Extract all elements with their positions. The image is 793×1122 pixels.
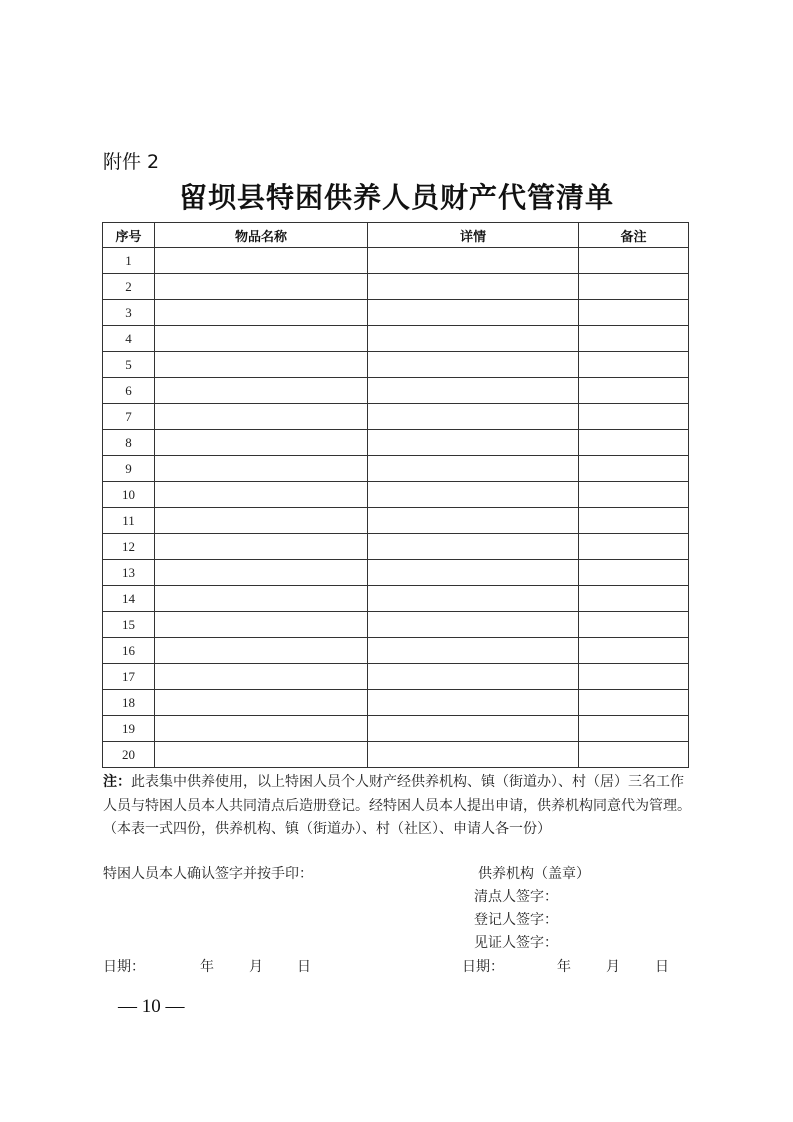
table-row: [103, 560, 689, 586]
table-row: [103, 716, 689, 742]
item-name-cell: [155, 586, 368, 612]
note: [103, 771, 693, 842]
remarks-cell: [579, 482, 689, 508]
table-row: [103, 690, 689, 716]
table-row: [103, 300, 689, 326]
row-number: 19: [103, 716, 155, 742]
remarks-cell: [579, 716, 689, 742]
date-right-month: 月: [606, 959, 620, 975]
item-name-cell: [155, 482, 368, 508]
remarks-cell: [579, 560, 689, 586]
details-cell: [368, 456, 579, 482]
item-name-cell: [155, 742, 368, 768]
row-number: 15: [103, 612, 155, 638]
details-cell: [368, 638, 579, 664]
property-table: [102, 222, 689, 768]
details-cell: [368, 560, 579, 586]
table-row: [103, 534, 689, 560]
row-number: 10: [103, 482, 155, 508]
page-number: — 10 —: [118, 996, 185, 1017]
item-name-cell: [155, 716, 368, 742]
remarks-cell: [579, 586, 689, 612]
row-number: 20: [103, 742, 155, 768]
details-cell: [368, 248, 579, 274]
remarks-cell: [579, 508, 689, 534]
details-cell: [368, 274, 579, 300]
table-row: [103, 586, 689, 612]
table-row: [103, 352, 689, 378]
details-cell: [368, 612, 579, 638]
table-row: [103, 378, 689, 404]
item-name-cell: [155, 664, 368, 690]
details-cell: [368, 352, 579, 378]
date-left-label: 日期：: [103, 959, 145, 975]
item-name-cell: [155, 612, 368, 638]
date-left-year: 年: [200, 959, 214, 975]
details-cell: [368, 430, 579, 456]
details-cell: [368, 326, 579, 352]
table-row: [103, 742, 689, 768]
details-cell: [368, 300, 579, 326]
remarks-cell: [579, 326, 689, 352]
row-number: 2: [103, 274, 155, 300]
remarks-cell: [579, 612, 689, 638]
row-number: 6: [103, 378, 155, 404]
row-number: 5: [103, 352, 155, 378]
row-number: 4: [103, 326, 155, 352]
item-name-cell: [155, 638, 368, 664]
item-name-cell: [155, 560, 368, 586]
details-cell: [368, 404, 579, 430]
item-name-cell: [155, 534, 368, 560]
table-row: [103, 638, 689, 664]
item-name-cell: [155, 430, 368, 456]
remarks-cell: [579, 352, 689, 378]
details-cell: [368, 482, 579, 508]
note-label: 注：: [103, 774, 131, 790]
details-cell: [368, 690, 579, 716]
remarks-cell: [579, 378, 689, 404]
row-number: 13: [103, 560, 155, 586]
remarks-cell: [579, 690, 689, 716]
item-name-cell: [155, 508, 368, 534]
table-row: [103, 612, 689, 638]
item-name-cell: [155, 300, 368, 326]
table-header-row: [103, 223, 689, 248]
attachment-label: 附件 2: [103, 151, 160, 173]
witness-signature-label: 见证人签字：: [474, 935, 558, 951]
row-number: 3: [103, 300, 155, 326]
table-row: [103, 404, 689, 430]
details-cell: [368, 664, 579, 690]
row-number: 12: [103, 534, 155, 560]
remarks-cell: [579, 248, 689, 274]
remarks-cell: [579, 404, 689, 430]
table-row: [103, 326, 689, 352]
row-number: 9: [103, 456, 155, 482]
counter-signature-label: 清点人签字：: [474, 889, 558, 905]
item-name-cell: [155, 274, 368, 300]
column-header-item-name: 物品名称: [155, 223, 368, 248]
date-right-year: 年: [557, 959, 571, 975]
table-row: [103, 482, 689, 508]
details-cell: [368, 378, 579, 404]
item-name-cell: [155, 378, 368, 404]
remarks-cell: [579, 300, 689, 326]
date-left-day: 日: [297, 959, 311, 975]
note-text: 此表集中供养使用，以上特困人员个人财产经供养机构、镇（街道办）、村（居）三名工作人员与特困人员本人共同清点后造册登记。经特困人员本人提出申请，供养机构同意代为管理。（本表一式四份，供养机构、镇（街道办）、村（社区）、申请人各一份）: [103, 774, 691, 837]
row-number: 8: [103, 430, 155, 456]
row-number: 14: [103, 586, 155, 612]
item-name-cell: [155, 248, 368, 274]
remarks-cell: [579, 274, 689, 300]
details-cell: [368, 586, 579, 612]
remarks-cell: [579, 534, 689, 560]
table-row: [103, 664, 689, 690]
remarks-cell: [579, 430, 689, 456]
remarks-cell: [579, 742, 689, 768]
page-title: 留坝县特困供养人员财产代管清单: [178, 181, 614, 214]
details-cell: [368, 508, 579, 534]
person-confirm-signature-label: 特困人员本人确认签字并按手印：: [103, 866, 313, 882]
column-header-remarks: 备注: [579, 223, 689, 248]
date-right-day: 日: [655, 959, 669, 975]
remarks-cell: [579, 456, 689, 482]
item-name-cell: [155, 456, 368, 482]
row-number: 18: [103, 690, 155, 716]
registrar-signature-label: 登记人签字：: [474, 912, 558, 928]
details-cell: [368, 716, 579, 742]
row-number: 7: [103, 404, 155, 430]
table-row: [103, 456, 689, 482]
row-number: 17: [103, 664, 155, 690]
item-name-cell: [155, 352, 368, 378]
column-header-no: 序号: [103, 223, 155, 248]
date-left-month: 月: [249, 959, 263, 975]
institution-seal-label: 供养机构（盖章）: [478, 866, 590, 882]
details-cell: [368, 534, 579, 560]
row-number: 1: [103, 248, 155, 274]
item-name-cell: [155, 404, 368, 430]
remarks-cell: [579, 664, 689, 690]
table-row: [103, 430, 689, 456]
column-header-details: 详情: [368, 223, 579, 248]
item-name-cell: [155, 326, 368, 352]
remarks-cell: [579, 638, 689, 664]
date-right-label: 日期：: [462, 959, 504, 975]
row-number: 11: [103, 508, 155, 534]
table-row: [103, 508, 689, 534]
table-row: [103, 274, 689, 300]
item-name-cell: [155, 690, 368, 716]
table-row: [103, 248, 689, 274]
row-number: 16: [103, 638, 155, 664]
details-cell: [368, 742, 579, 768]
